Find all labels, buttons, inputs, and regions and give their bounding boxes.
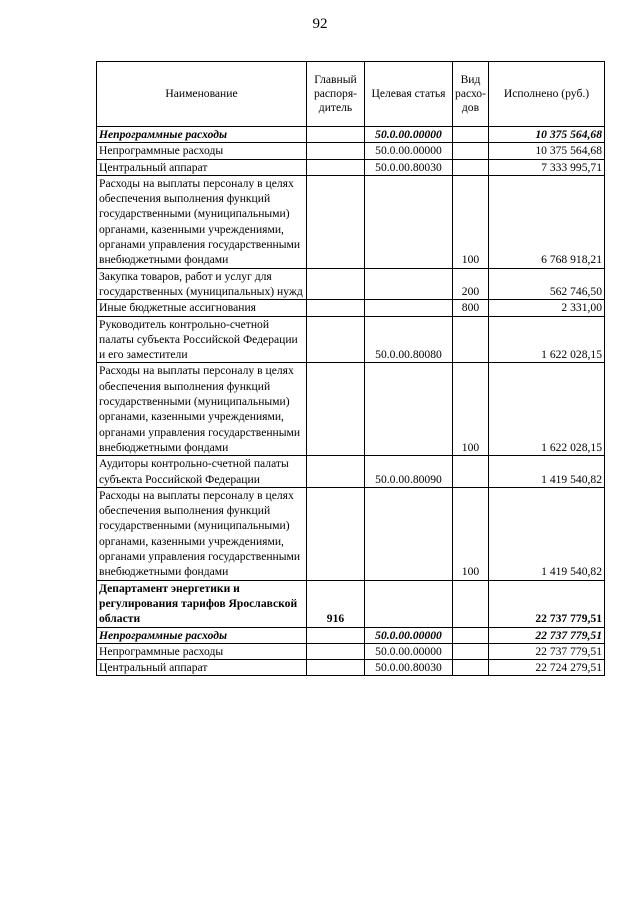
cell-target-article (365, 268, 453, 300)
header-target-article: Целевая статья (365, 62, 453, 127)
table-header-row (97, 62, 605, 127)
cell-executed: 22 737 779,51 (489, 643, 605, 659)
cell-name: Непрограммные расходы (97, 143, 307, 159)
cell-main-manager (307, 456, 365, 488)
cell-expense-kind (453, 127, 489, 143)
cell-main-manager (307, 627, 365, 643)
cell-expense-kind (453, 456, 489, 488)
cell-main-manager (307, 300, 365, 316)
cell-target-article (365, 363, 453, 456)
table-row (97, 316, 605, 363)
cell-expense-kind (453, 627, 489, 643)
header-main-manager: Главный распоря-дитель (307, 62, 365, 127)
cell-name: Аудиторы контрольно-счетной палаты субъекта Российской Федерации (97, 456, 307, 488)
cell-executed: 10 375 564,68 (489, 127, 605, 143)
cell-target-article (365, 487, 453, 580)
cell-executed: 1 419 540,82 (489, 456, 605, 488)
cell-main-manager (307, 643, 365, 659)
cell-executed: 6 768 918,21 (489, 175, 605, 268)
cell-expense-kind (453, 643, 489, 659)
cell-expense-kind (453, 316, 489, 363)
cell-expense-kind: 100 (453, 487, 489, 580)
table-row (97, 363, 605, 456)
table-row (97, 487, 605, 580)
cell-name: Расходы на выплаты персоналу в целях обеспечения выполнения функций государственными (муниципальными) органами, казенными учреждениями, органами управления государственными внебюджетными фондами (97, 363, 307, 456)
cell-name: Закупка товаров, работ и услуг для государственных (муниципальных) нужд (97, 268, 307, 300)
cell-main-manager (307, 660, 365, 676)
budget-execution-table (96, 61, 605, 676)
cell-name: Расходы на выплаты персоналу в целях обеспечения выполнения функций государственными (муниципальными) органами, казенными учреждениями, органами управления государственными внебюджетными фондами (97, 175, 307, 268)
cell-target-article: 50.0.00.80090 (365, 456, 453, 488)
table-row (97, 456, 605, 488)
cell-executed: 10 375 564,68 (489, 143, 605, 159)
table-row (97, 268, 605, 300)
cell-target-article (365, 175, 453, 268)
header-expense-kind: Вид расхо-дов (453, 62, 489, 127)
cell-main-manager (307, 268, 365, 300)
cell-name: Непрограммные расходы (97, 127, 307, 143)
cell-main-manager: 916 (307, 580, 365, 627)
cell-executed: 22 724 279,51 (489, 660, 605, 676)
table-row (97, 300, 605, 316)
cell-main-manager (307, 316, 365, 363)
table-row (97, 660, 605, 676)
cell-main-manager (307, 175, 365, 268)
table-row (97, 627, 605, 643)
cell-expense-kind: 800 (453, 300, 489, 316)
table-row (97, 643, 605, 659)
cell-executed: 1 622 028,15 (489, 363, 605, 456)
cell-main-manager (307, 363, 365, 456)
cell-expense-kind: 100 (453, 363, 489, 456)
page-number: 92 (312, 16, 328, 32)
cell-target-article (365, 300, 453, 316)
cell-expense-kind: 100 (453, 175, 489, 268)
cell-name: Департамент энергетики и регулирования тарифов Ярославской области (97, 580, 307, 627)
table-row (97, 127, 605, 143)
cell-executed: 1 419 540,82 (489, 487, 605, 580)
header-executed: Исполнено (руб.) (489, 62, 605, 127)
cell-main-manager (307, 159, 365, 175)
cell-main-manager (307, 487, 365, 580)
cell-target-article: 50.0.00.80030 (365, 159, 453, 175)
cell-target-article: 50.0.00.00000 (365, 127, 453, 143)
table-row (97, 580, 605, 627)
cell-executed: 562 746,50 (489, 268, 605, 300)
cell-name: Расходы на выплаты персоналу в целях обеспечения выполнения функций государственными (муниципальными) органами, казенными учреждениями, органами управления государственными внебюджетными фондами (97, 487, 307, 580)
cell-expense-kind: 200 (453, 268, 489, 300)
cell-name: Непрограммные расходы (97, 643, 307, 659)
cell-executed: 7 333 995,71 (489, 159, 605, 175)
header-name: Наименование (97, 62, 307, 127)
cell-name: Центральный аппарат (97, 660, 307, 676)
cell-target-article: 50.0.00.80030 (365, 660, 453, 676)
cell-target-article: 50.0.00.00000 (365, 627, 453, 643)
cell-name: Руководитель контрольно-счетной палаты субъекта Российской Федерации и его заместители (97, 316, 307, 363)
cell-main-manager (307, 143, 365, 159)
cell-executed: 22 737 779,51 (489, 627, 605, 643)
table-row (97, 159, 605, 175)
cell-target-article: 50.0.00.00000 (365, 643, 453, 659)
table-row (97, 175, 605, 268)
table-row (97, 143, 605, 159)
cell-executed: 22 737 779,51 (489, 580, 605, 627)
cell-main-manager (307, 127, 365, 143)
cell-executed: 2 331,00 (489, 300, 605, 316)
cell-expense-kind (453, 159, 489, 175)
cell-name: Центральный аппарат (97, 159, 307, 175)
cell-target-article (365, 580, 453, 627)
cell-name: Иные бюджетные ассигнования (97, 300, 307, 316)
cell-expense-kind (453, 143, 489, 159)
cell-target-article: 50.0.00.00000 (365, 143, 453, 159)
cell-executed: 1 622 028,15 (489, 316, 605, 363)
cell-expense-kind (453, 660, 489, 676)
cell-target-article: 50.0.00.80080 (365, 316, 453, 363)
cell-name: Непрограммные расходы (97, 627, 307, 643)
table-body (97, 127, 605, 676)
cell-expense-kind (453, 580, 489, 627)
